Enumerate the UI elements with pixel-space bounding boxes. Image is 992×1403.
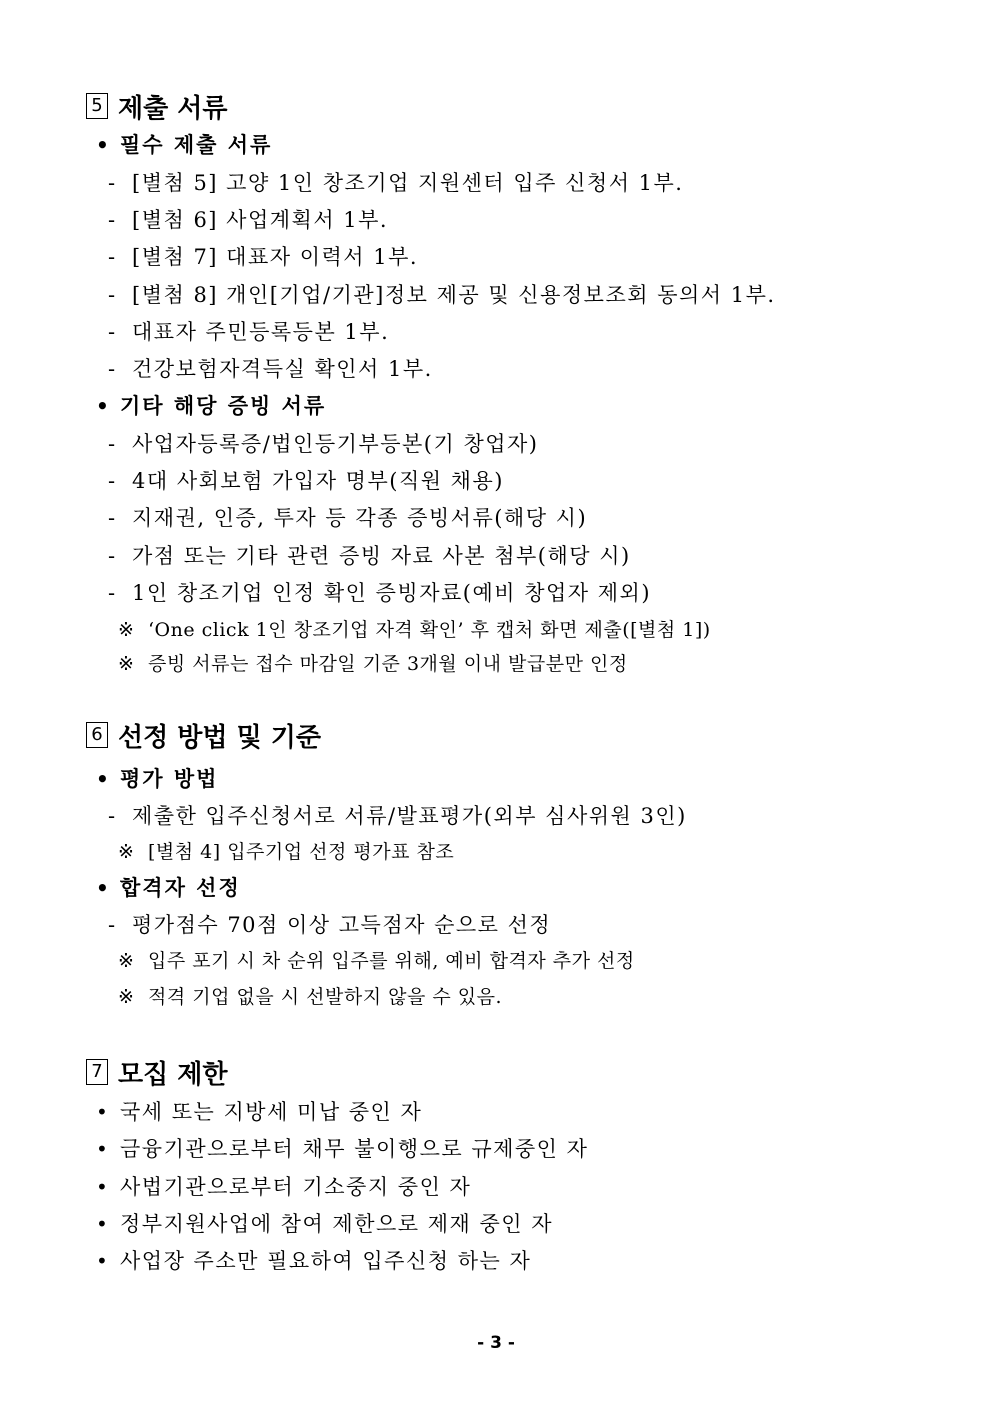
reference-mark-icon: ※	[118, 653, 135, 675]
list-item	[108, 429, 539, 459]
dash-icon: -	[108, 320, 117, 344]
list-item-text: 1인 창조기업 인정 확인 증빙자료(예비 창업자 제외)	[132, 581, 652, 605]
bullet-icon: •	[96, 133, 111, 157]
reference-mark-icon: ※	[118, 950, 135, 972]
bullet-item	[96, 1246, 531, 1276]
section-number-box: 7	[86, 1059, 108, 1085]
subsection-heading	[96, 130, 272, 160]
bullet-icon: •	[96, 1212, 110, 1236]
bullet-icon: •	[96, 1100, 110, 1124]
list-item-text: [별첨 5] 고양 1인 창조기업 지원센터 입주 신청서 1부.	[132, 171, 684, 195]
dash-icon: -	[108, 432, 117, 456]
list-item-text: [별첨 8] 개인[기업/기관]정보 제공 및 신용정보조회 동의서 1부.	[132, 283, 776, 307]
section-title: 제출 서류	[118, 93, 228, 124]
subsection-heading	[96, 873, 241, 903]
dash-icon: -	[108, 506, 117, 530]
bullet-item	[96, 1172, 471, 1202]
list-item-text: 제출한 입주신청서로 서류/발표평가(외부 심사위원 3인)	[132, 804, 687, 828]
subsection-title: 평가 방법	[120, 767, 219, 791]
list-item-text: [별첨 6] 사업계획서 1부.	[132, 208, 389, 232]
bullet-item-text: 사법기관으로부터 기소중지 중인 자	[120, 1175, 472, 1199]
dash-icon: -	[108, 804, 117, 828]
list-item-text: 대표자 주민등록등본 1부.	[132, 320, 390, 344]
dash-icon: -	[108, 581, 117, 605]
dash-icon: -	[108, 245, 117, 269]
reference-mark-icon: ※	[118, 841, 135, 863]
section-title: 선정 방법 및 기준	[118, 722, 321, 753]
bullet-item-text: 국세 또는 지방세 미납 중인 자	[120, 1100, 423, 1124]
list-item-text: 지재권, 인증, 투자 등 각종 증빙서류(해당 시)	[132, 506, 588, 530]
bullet-icon: •	[96, 876, 111, 900]
dash-icon: -	[108, 357, 117, 381]
list-item	[108, 541, 631, 571]
list-item	[108, 317, 389, 347]
subsection-title: 합격자 선정	[120, 876, 241, 900]
bullet-item-text: 사업장 주소만 필요하여 입주신청 하는 자	[120, 1249, 532, 1273]
subsection-heading	[96, 764, 218, 794]
list-item	[108, 466, 504, 496]
note-item	[118, 982, 502, 1012]
list-item	[108, 168, 683, 198]
note-item	[118, 946, 635, 976]
bullet-icon: •	[96, 1249, 110, 1273]
list-item-text: [별첨 7] 대표자 이력서 1부.	[132, 245, 419, 269]
section-number-box: 5	[86, 93, 108, 119]
bullet-item-text: 금융기관으로부터 채무 불이행으로 규제중인 자	[120, 1137, 589, 1161]
dash-icon: -	[108, 544, 117, 568]
list-item	[108, 910, 551, 940]
section-heading-7	[86, 1054, 228, 1090]
section-heading-6	[86, 717, 321, 753]
subsection-title: 기타 해당 증빙 서류	[120, 394, 327, 418]
bullet-item	[96, 1134, 588, 1164]
note-item	[118, 837, 454, 867]
list-item	[108, 242, 418, 272]
bullet-icon: •	[96, 767, 111, 791]
dash-icon: -	[108, 171, 117, 195]
list-item-text: 평가점수 70점 이상 고득점자 순으로 선정	[132, 913, 552, 937]
list-item-text: 건강보험자격득실 확인서 1부.	[132, 357, 433, 381]
dash-icon: -	[108, 208, 117, 232]
note-text: 적격 기업 없을 시 선발하지 않을 수 있음.	[148, 986, 502, 1008]
section-heading-5	[86, 88, 228, 124]
list-item	[108, 578, 651, 608]
note-item	[118, 615, 711, 645]
bullet-item	[96, 1209, 553, 1239]
subsection-title: 필수 제출 서류	[120, 133, 273, 157]
note-text: 입주 포기 시 차 순위 입주를 위해, 예비 합격자 추가 선정	[148, 950, 635, 972]
note-text: 증빙 서류는 접수 마감일 기준 3개월 이내 발급분만 인정	[148, 653, 628, 675]
bullet-item	[96, 1097, 422, 1127]
dash-icon: -	[108, 913, 117, 937]
section-number-box: 6	[86, 722, 108, 748]
bullet-icon: •	[96, 1137, 110, 1161]
bullet-icon: •	[96, 394, 111, 418]
bullet-item-text: 정부지원사업에 참여 제한으로 제재 중인 자	[120, 1212, 554, 1236]
dash-icon: -	[108, 469, 117, 493]
list-item	[108, 205, 388, 235]
list-item	[108, 503, 587, 533]
list-item-text: 4대 사회보험 가입자 명부(직원 채용)	[132, 469, 504, 493]
reference-mark-icon: ※	[118, 619, 135, 641]
note-text: ‘One click 1인 창조기업 자격 확인’ 후 캡처 화면 제출([별첨 1])	[148, 619, 711, 641]
list-item	[108, 354, 433, 384]
list-item-text: 가점 또는 기타 관련 증빙 자료 사본 첨부(해당 시)	[132, 544, 631, 568]
list-item-text: 사업자등록증/법인등기부등본(기 창업자)	[132, 432, 539, 456]
list-item	[108, 801, 687, 831]
page-number: - 3 -	[477, 1333, 515, 1353]
note-text: [별첨 4] 입주기업 선정 평가표 참조	[148, 841, 455, 863]
list-item	[108, 280, 776, 310]
reference-mark-icon: ※	[118, 986, 135, 1008]
section-title: 모집 제한	[118, 1059, 228, 1090]
note-item	[118, 649, 628, 679]
dash-icon: -	[108, 283, 117, 307]
bullet-icon: •	[96, 1175, 110, 1199]
subsection-heading	[96, 391, 326, 421]
